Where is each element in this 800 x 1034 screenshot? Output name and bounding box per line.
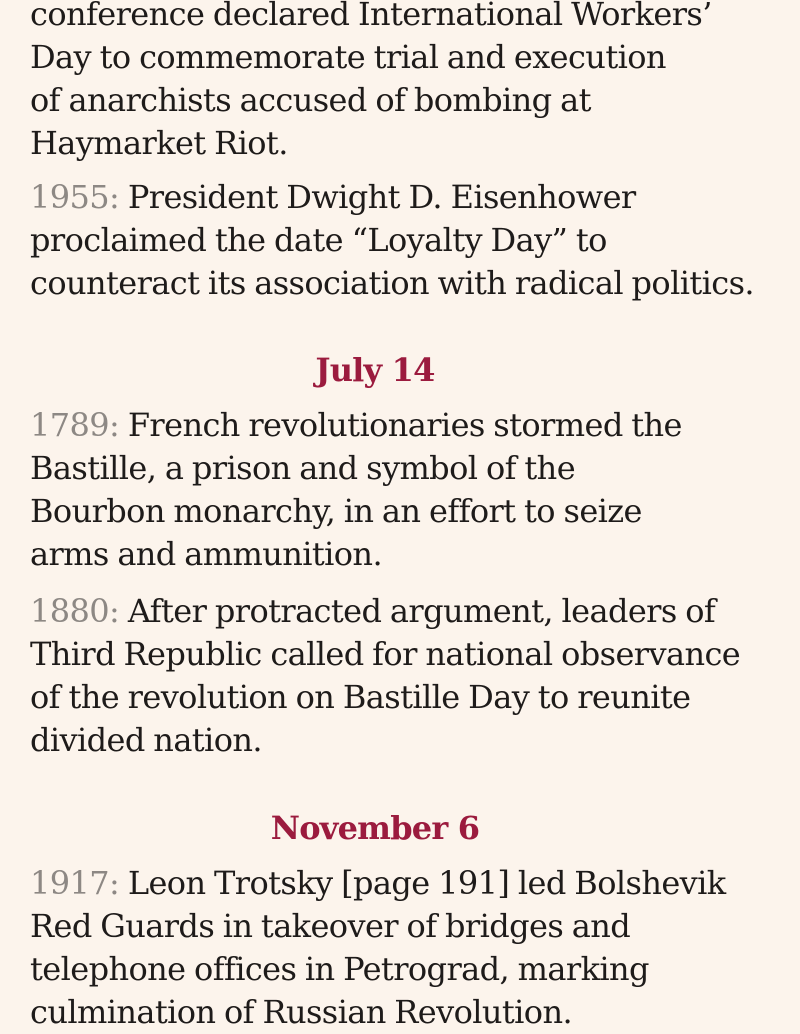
- entry-line: Bourbon monarchy, in an effort to seize: [30, 492, 642, 530]
- entry-1880: [30, 590, 760, 762]
- entry-year: 1789:: [30, 406, 120, 444]
- intro-entry: [30, 0, 760, 165]
- entry-line: counteract its association with radical politics.: [30, 264, 754, 302]
- entry-line: proclaimed the date “Loyalty Day” to: [30, 221, 607, 259]
- entry-line: Leon Trotsky [page 191] led Bolshevik: [127, 864, 726, 902]
- entry-line: conference declared International Workers’: [30, 0, 712, 33]
- entry-line: of anarchists accused of bombing at: [30, 81, 591, 119]
- entry-line: arms and ammunition.: [30, 535, 383, 573]
- entry-line: Day to commemorate trial and execution: [30, 38, 666, 76]
- entry-line: Bastille, a prison and symbol of the: [30, 449, 576, 487]
- entry-line: telephone offices in Petrograd, marking: [30, 950, 649, 988]
- entry-line: After protracted argument, leaders of: [127, 592, 716, 630]
- entry-1789: [30, 404, 760, 576]
- entry-year: 1955:: [30, 178, 120, 216]
- entry-line: Red Guards in takeover of bridges and: [30, 907, 631, 945]
- entry-line: President Dwight D. Eisenhower: [127, 178, 636, 216]
- entry-line: culmination of Russian Revolution.: [30, 993, 573, 1031]
- entry-year: 1917:: [30, 864, 120, 902]
- entry-line: Third Republic called for national observance: [30, 635, 741, 673]
- entry-year: 1880:: [30, 592, 120, 630]
- entry-line: French revolutionaries stormed the: [127, 406, 682, 444]
- entry-line: of the revolution on Bastille Day to reunite: [30, 678, 691, 716]
- entry-line: divided nation.: [30, 721, 262, 759]
- entry-line: Haymarket Riot.: [30, 124, 288, 162]
- date-heading-july-14: July 14: [315, 351, 435, 389]
- entry-1955: [30, 176, 760, 305]
- entry-1917: [30, 862, 760, 1034]
- date-heading-november-6: November 6: [270, 809, 480, 847]
